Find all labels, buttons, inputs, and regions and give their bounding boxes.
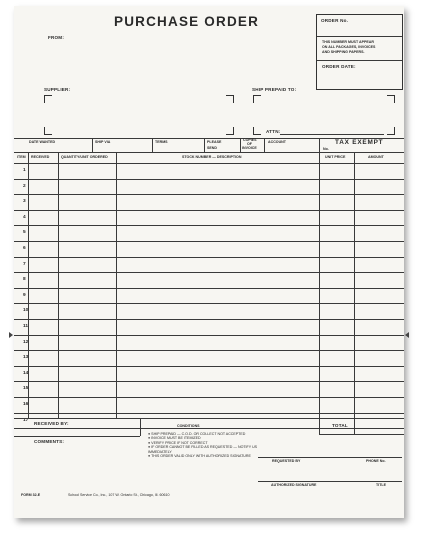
publisher-line: School Service Co., Inc., 107 W. Ontario St., Chicago, Ill. 60610 bbox=[68, 493, 170, 497]
col-line-received bbox=[58, 152, 59, 418]
row-number: 10 bbox=[23, 308, 29, 314]
terms-label: TERMS bbox=[155, 140, 168, 144]
comments-label: COMMENTS: bbox=[34, 439, 65, 444]
date-wanted-label: DATE WANTED bbox=[29, 140, 56, 144]
from-label: FROM: bbox=[48, 35, 65, 40]
row-number: 2 bbox=[23, 183, 26, 189]
copies-label: COPIES bbox=[243, 138, 257, 142]
ship-prepaid-label: SHIP PREPAID TO: bbox=[252, 87, 297, 92]
row-number: 16 bbox=[23, 402, 29, 407]
of-label: OF bbox=[247, 142, 252, 146]
header-quantity: QUANTITY/UNIT ORDERED bbox=[61, 155, 108, 159]
row-number: 13 bbox=[23, 355, 29, 361]
conditions-list bbox=[148, 432, 268, 459]
tax-exempt-label: TAX EXEMPT bbox=[335, 139, 384, 146]
form-title: PURCHASE ORDER bbox=[114, 14, 260, 29]
row-rule bbox=[14, 194, 404, 195]
header-received: RECEIVED bbox=[31, 155, 50, 159]
row-number: 3 bbox=[23, 199, 26, 205]
header-amount: AMOUNT bbox=[368, 155, 384, 159]
row-number: 4 bbox=[23, 214, 26, 220]
col-line-quantity bbox=[116, 152, 117, 418]
row-number: 6 bbox=[23, 246, 26, 251]
row-number: 12 bbox=[23, 339, 29, 345]
conditions-heading: CONDITIONS bbox=[177, 424, 200, 428]
received-by-label: RECEIVED BY: bbox=[34, 421, 69, 426]
row-rule bbox=[14, 413, 404, 414]
header-unit-price: UNIT PRICE bbox=[325, 155, 346, 159]
row-rule bbox=[14, 210, 404, 211]
row-number: 9 bbox=[23, 292, 26, 298]
supplier-label: SUPPLIER: bbox=[44, 87, 71, 92]
fold-arrow-right bbox=[405, 332, 409, 338]
col-line-unit-price bbox=[354, 152, 355, 434]
requested-by-line bbox=[258, 457, 402, 458]
row-number: 15 bbox=[23, 386, 29, 392]
requested-by-label: REQUESTED BY bbox=[272, 459, 301, 463]
row-number: 8 bbox=[23, 277, 26, 283]
received-by-divider bbox=[140, 418, 141, 436]
signature-line bbox=[258, 481, 402, 482]
row-rule bbox=[14, 335, 404, 336]
order-date-label: ORDER DATE: bbox=[322, 64, 356, 69]
condition-item: ● THIS ORDER VALID ONLY WITH AUTHORIZED SIGNATURE bbox=[148, 454, 251, 459]
row-rule bbox=[14, 179, 404, 180]
order-notice-line-1: THIS NUMBER MUST APPEAR bbox=[322, 40, 374, 44]
order-notice-line-2: ON ALL PACKAGES, INVOICES bbox=[322, 45, 376, 49]
row-number: 17 bbox=[23, 417, 29, 423]
row-number: 5 bbox=[23, 230, 26, 236]
row-number: 1 bbox=[23, 168, 26, 173]
attn-label: ATTN: bbox=[266, 129, 281, 134]
row-rule bbox=[14, 288, 404, 289]
title-label: TITLE bbox=[376, 483, 386, 487]
total-top-rule bbox=[14, 418, 404, 419]
fold-arrow-left bbox=[9, 332, 13, 338]
send-label: SEND bbox=[207, 146, 217, 150]
purchase-order-form bbox=[14, 6, 404, 518]
row-rule bbox=[14, 366, 404, 367]
authorized-signature-label: AUTHORIZED SIGNATURE bbox=[271, 483, 317, 487]
col-line-description bbox=[319, 152, 320, 434]
row-rule bbox=[14, 350, 404, 351]
row-rule bbox=[14, 381, 404, 382]
order-no-label: ORDER No. bbox=[321, 18, 349, 23]
form-number: FORM 32-E bbox=[21, 493, 41, 497]
row-rule bbox=[14, 303, 404, 304]
row-rule bbox=[14, 257, 404, 258]
row-rule bbox=[14, 272, 404, 273]
account-label: ACCOUNT bbox=[268, 140, 286, 144]
condition-item: ● IF ORDER CANNOT BE FILLED AS REQUESTED — NOTIFY US IMMEDIATELY bbox=[148, 445, 258, 454]
invoice-label: INVOICE bbox=[242, 146, 257, 150]
row-rule bbox=[14, 241, 404, 242]
tax-no-label: No. bbox=[323, 147, 329, 151]
total-bottom-rule bbox=[319, 434, 404, 435]
received-by-bottom-rule bbox=[14, 436, 140, 437]
row-rule bbox=[14, 397, 404, 398]
header-item: ITEM bbox=[17, 155, 26, 159]
total-label: TOTAL bbox=[332, 423, 348, 428]
row-number: 14 bbox=[23, 370, 29, 376]
phone-label: PHONE No. bbox=[366, 459, 386, 463]
condition-item: ● INVOICE MUST BE ITEMIZED bbox=[148, 436, 201, 441]
row-number: 11 bbox=[23, 324, 29, 329]
row-number: 7 bbox=[23, 261, 26, 267]
ship-via-label: SHIP VIA bbox=[95, 140, 111, 144]
header-stock-description: STOCK NUMBER — DESCRIPTION bbox=[182, 155, 242, 159]
condition-item: ● SHIP PREPAID — C.O.D. OR COLLECT NOT ACCEPTED bbox=[148, 432, 246, 436]
order-notice-line-3: AND SHIPPING PAPERS. bbox=[322, 50, 365, 54]
condition-item: ● VERIFY PRICE IF NOT CORRECT bbox=[148, 440, 208, 445]
col-line-item bbox=[28, 152, 29, 418]
row-rule bbox=[14, 319, 404, 320]
row-rule bbox=[14, 225, 404, 226]
please-label: PLEASE bbox=[207, 140, 222, 144]
